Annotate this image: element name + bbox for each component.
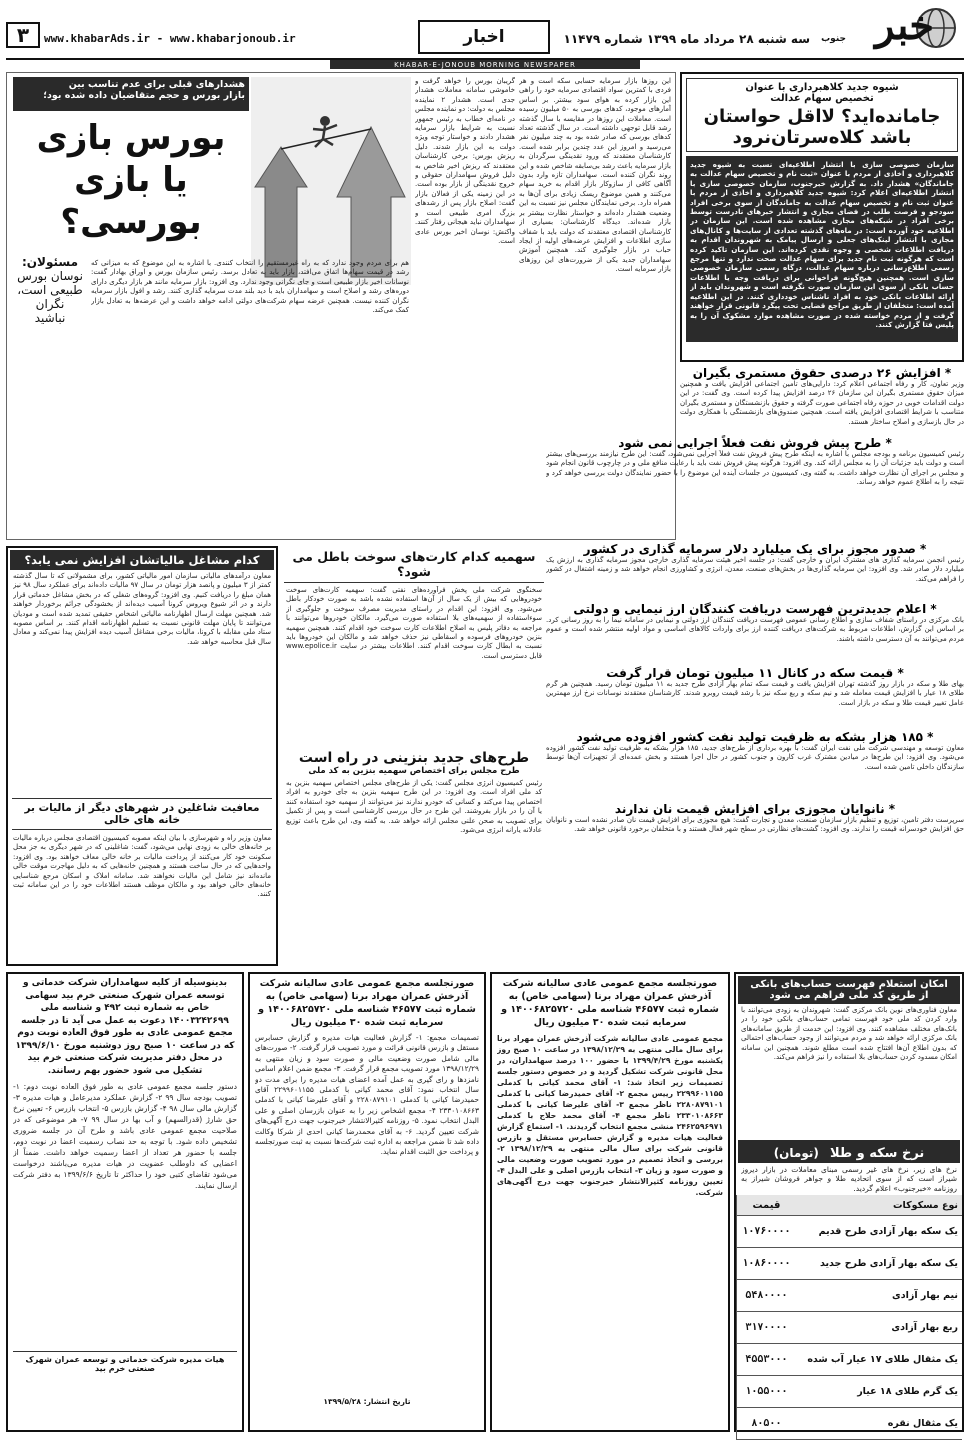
bank-title-1: امکان استعلام فهرست حساب‌های بانکی [750,979,948,990]
fuel-title-2: طرح‌های جدید بنزینی در راه است [298,750,530,766]
table-row [737,1280,963,1312]
col-price: قیمت [737,1195,796,1216]
news-title-6: * ۱۸۵ هزار بشکه به ظرفیت تولید نفت کشور افزوده می‌شود [576,730,934,744]
price-note: نرخ های زیر، نرخ های غیر رسمی مبنای معاملات در بازار دیروز شیراز است که از سوی اتحادیه طلا و جواهر فروشان شیراز به روزنامه «خبرجنوب» اعلام گردید. [741,1165,957,1193]
news-item-4 [546,602,964,664]
news-title-5: * قیمت سکه در کانال ۱۱ میلیون تومان قرار گرفت [606,666,904,680]
tax-body: معاون درآمدهای مالیاتی سازمان امور مالیاتی کشور، برای مشمولانی که تا سال گذشته کمتر از ۳ میلیون و پانصد هزار تومان در سال ۹۷ مالیات داده‌اند برای عملکرد سال ۹۸ نیز همان مبلغ را دریافت کنیم. وی افزود: گروه‌های شغلی که در بخش مشاغل خدماتی قرار دارند و در اثر شیوع ویروس کرونا آسیب دیده‌اند از بخشودگی جرائم برخوردار خواهند شد. همچنین مهلت ارسال اظهارنامه مالیاتی اشخاص حقیقی تمدید شده است و مودیان می‌توانند تا پایان مهلت قانونی نسبت به تسلیم اظهارنامه اقدام کنند. بر اساس مصوبه ستاد ملی مقابله با کرونا، مالیات برخی مشاغل آسیب دیده افزایش پیدا نمی‌کند و معادل سال قبل محاسبه خواهد شد. [13,572,271,646]
news-block [476,366,964,966]
news-item-2 [546,436,964,546]
news-body-6: معاون توسعه و مهندسی شرکت ملی نفت ایران گفت: با بهره برداری از طرح‌های جدید، ۱۸۵ هزار بشکه به ظرفیت تولید نفت کشور افزوده می‌شود. وی افزود: این طرح‌ها در میادین مشترک غرب کارون و جنوب کشور در حال اجرا هستند و بخش عمده‌ای از تجهیزات آن‌ها توسط سازندگان داخلی تامین شده است. [546,744,964,771]
logo-text: خبر [875,2,934,49]
bourse-illustration [251,77,411,285]
news-item-7 [546,802,964,864]
coin-name: نیم بهار آزادی [796,1280,962,1312]
logo-sub: جنوب [821,34,846,44]
websites: www.khabarAds.ir - www.khabarjonoub.ir [44,32,296,45]
coin-price: ۱۰۵۵۰۰۰ [737,1376,796,1408]
ad-3-footer: هیات مدیره شرکت خدماتی و توسعه عمران شهرک صنعتی خرم بید [13,1351,237,1373]
news-item-5 [546,666,964,728]
price-title: نرخ سکه و طلا [829,1146,925,1161]
coin-name: یک سکه بهار آزادی طرح قدیم [796,1216,962,1248]
table-row [737,1248,963,1280]
news-body-1: وزیر تعاون، کار و رفاه اجتماعی اعلام کرد: دارایی‌های تامین اجتماعی افزایش یافت و همچنین میزان حقوق مستمری بگیران این سازمان ۲۶ درصد افزایش پیدا کرده است. وی گفت: در این دولت اقدامات خوبی در حوزه رفاه اجتماعی صورت گرفته و حقوق بازنشستگان و مستمری بگیران متناسب با شرایط اقتصادی افزایش یافته است. همچنین صندوق‌های بازنشستگی با همکاری دولت در حال بازسازی و اصلاح ساختار هستند. [680,380,964,426]
coin-price: ۴۵۵۳۰۰۰ [737,1344,796,1376]
tagline: KHABAR-E-JONOUB MORNING NEWSPAPER [394,60,576,69]
officials-line-3: طبیعی است، [17,283,83,297]
tax-title: کدام مشاغل مالیاتشان افزایش نمی یابد؟ [10,550,274,570]
bourse-officials-quote [13,255,87,325]
news-item-6 [546,730,964,802]
price-table [736,1195,962,1440]
coin-name: یک مثقال طلای ۱۷ عیار آب شده [796,1344,962,1376]
fuel-body-2: رئیس کمیسیون انرژی مجلس گفت: یکی از طرح‌های مجلس اختصاص سهمیه بنزین به کد ملی افراد است. وی افزود: در این طرح سهمیه بنزین به جای خودرو به افراد اختصاص پیدا می‌کند و کسانی که خودرو ندارند نیز می‌توانند از سهمیه خود استفاده کنند یا آن را در بازار بفروشند. این طرح در حال بررسی کارشناسی است و پس از تکمیل برای تصویب به صحن علنی مجلس ارائه خواهد شد. به گفته وی، این طرح باعث توزیع عادلانه یارانه انرژی می‌شود. [286,779,542,835]
news-item-3 [546,542,964,604]
coin-price: ۳۱۷۰۰۰۰ [737,1312,796,1344]
bourse-col-3: هم برای مردم وجود ندارد که به راه غیرمستقیم را انتخاب کنندی. با اشاره به این موضوع که به میزانی که رشد در قیمت سهام‌ها اتفاق می‌افتد، بازار باید به تعادل برسد. رئیس سازمان بورس و اوراق بهادار گفت: نوسانات اخیر بازار طبیعی است و جای نگرانی وجود ندارد. وی افزود: بازار سرمایه مانند هر بازار دیگری دارای دوره‌های رشد و اصلاح است و سهامداران باید با دید بلند مدت سرمایه گذاری کنند. رشد و افول بازار سرمایه نگران کننده نیست. همچنین عرضه سهام شرکت‌های دولتی ادامه خواهد داشت و این عرضه‌ها به تعادل بازار کمک می‌کند. [91,259,409,315]
table-row [737,1312,963,1344]
bank-accounts-article [734,972,964,1432]
news-item-1 [680,366,964,428]
news-title-1: * افزایش ۲۶ درصدی حقوق مستمری بگیران [692,366,952,380]
ad-minutes-2 [248,972,486,1432]
bank-body: معاون فناوری‌های نوین بانک مرکزی گفت: شهروندان به زودی می‌توانند با وارد کردن کد ملی خود فهرست تمامی حساب‌های بانکی خود را در بانک‌های مختلف مشاهده کنند. وی افزود: این خدمت از طریق سامانه‌های بانک مرکزی ارائه خواهد شد و مردم می‌توانند از وجود حساب‌های احتمالی که بدون اطلاع آن‌ها افتتاح شده است مطلع شوند. همچنین این سامانه امکان مسدود کردن حساب‌های بلا استفاده را نیز فراهم می‌کند. [741,1006,957,1062]
masthead-logo [814,2,964,56]
bourse-kicker-2: بازار بورس و حجم متقاضیان داده شده بود؛ [43,90,245,101]
news-title-7: * نانوایان مجوزی برای افزایش قیمت نان ندارند [614,802,896,816]
justice-lead-box [686,156,958,342]
news-body-5: بهای طلا و سکه در بازار روز گذشته تهران افزایش یافت و قیمت سکه تمام بهار آزادی طرح جدید به ۱۱ میلیون تومان رسید. همچنین هر گرم طلای ۱۸ عیار با افزایش قیمت معامله شد و نیم سکه و ربع سکه نیز با رشد قیمت روبرو شدند. کارشناسان معتقدند نوسانات نرخ ارز مهمترین عامل تغییر قیمت طلا و سکه در بازار است. [546,680,964,707]
bourse-headline [13,117,249,243]
ad-minutes-1 [490,972,730,1432]
news-body-3: رئیس انجمن سرمایه گذاری های مشترک ایران و خارجی گفت: در جلسه اخیر هیئت سرمایه گذاری خارجی مجوز سرمایه گذاری به ارزش یک میلیارد دلار صادر شد. وی افزود: این سرمایه گذاری‌ها در بخش‌های صنعت، معدن، انرژی و کشاورزی انجام خواهد شد و زمینه اشتغال در کشور را فراهم می‌کند. [546,556,964,583]
coin-name: یک گرم طلای ۱۸ عیار [796,1376,962,1408]
officials-line-4: نگران [35,297,65,311]
news-title-2: * طرح پیش فروش نفت فعلاً اجرایی نمی شود [618,436,892,450]
price-currency: (تومان) [773,1146,819,1160]
news-body-7: سرپرست دفتر تامین، توزیع و تنظیم بازار سازمان صنعت، معدن و تجارت گفت: هیچ مجوزی برای افزایش قیمت نان صادر نشده است و نانوایان حق افزایش خودسرانه قیمت را ندارند. وی افزود: گشت‌های نظارتی در سطح شهر فعال هستند و با متخلفان برخورد قانونی خواهد شد. [546,816,964,834]
coin-price: ۱۰۸۶۰۰۰۰ [737,1248,796,1280]
news-title-4: * اعلام جدیدترین فهرست دریافت کنندگان ارز نیمایی و دولتی [573,602,937,616]
bourse-kicker-1: هشدارهای قبلی برای عدم تناسب بین [68,79,245,90]
bourse-kicker-box [13,77,249,111]
ad-2-body: تصمیمات مجمع: ۱- گزارش فعالیت هیات مدیره و گزارش حسابرس مستقل و بازرس قانونی قرائت و مورد تصویب قرار گرفت. ۲- صورت‌های مالی شامل صورت وضعیت مالی و صورت سود و زیان منتهی به ۱۳۹۸/۱۲/۲۹ مورد تصویب مجمع قرار گرفت. ۳- مجمع ضمن اعلام اسامی نامزدها و رای گیری به عمل آمده اعضای هیات مدیره را برای مدت دو سال انتخاب نمود: آقای محمد کیانی با کدملی ۲۲۹۹۶۰۱۱۵۵ آقای حمیدرضا کیانی با کدملی ۲۲۸۰۸۷۹۱۰۱ و آقای علیرضا کیانی با کدملی ۲۳۳۰۱۰۸۶۶۳ ۴- مجمع اشخاص زیر را به عنوان بازرسان اصلی و علی البدل انتخاب نمود. ۵- روزنامه کثیرالانتشار خبرجنوب جهت درج آگهی‌های شرکت تعیین گردید. ۶- به آقای محمدرضا کیانی احدی از شرکا وکالت داده شد تا ضمن مراجعه به اداره ثبت شرکت‌ها نسبت به ثبت صورتجلسه و پرداخت حق الثبت اقدام نماید. [255,1033,479,1157]
fuel-body: سخنگوی شرکت ملی پخش فرآورده‌های نفتی گفت: سهمیه کارت‌های سوخت خودروهایی که بیش از یک سال از آن‌ها استفاده نشده باشد به صورت خودکار باطل می‌شود. وی افزود: این اقدام در راستای مدیریت مصرف سوخت و جلوگیری از سوءاستفاده از سهمیه‌های بلا استفاده صورت می‌گیرد. مالکان خودروها می‌توانند با مراجعه به دفاتر پلیس به اصلاح اطلاعات کارت سوخت خود اقدام کنند. همچنین سهمیه بنزین خودروهای فرسوده و اسقاطی نیز حذف خواهد شد و مالکان این خودروها باید نسبت به ابطال کارت سوخت اقدام کنند. اطلاعات بیشتر در سایت www.epolice.ir قابل دسترسی است. [286,586,542,660]
bourse-headline-3: بورسی؟ [60,202,202,242]
price-header [738,1140,960,1163]
coin-price: ۵۴۸۰۰۰۰ [737,1280,796,1312]
coin-name: ربع بهار آزادی [796,1312,962,1344]
ad-1-body: مجمع عمومی عادی سالیانه شرکت آذرخش عمران مهراد برنا برای سال مالی منتهی به ۱۳۹۸/۱۲/۲۹ در ساعت ۱۰ صبح روز یکشنبه مورخ ۱۳۹۹/۴/۲۹ با حضور ۱۰۰ درصد سهامداران، در محل قانونی شرکت تشکیل گردید و در خصوص دستور جلسه تصمیمات زیر اتخاذ شد: ۱- آقای محمد کیانی با کدملی ۲۲۹۹۶۰۱۱۵۵ رییس مجمع ۲- آقای حمیدرضا کیانی با کدملی ۲۲۸۰۸۷۹۱۰۱ ناظر مجمع ۳- آقای علیرضا کیانی با کدملی ۲۳۳۰۱۰۸۶۶۳ ناظر مجمع ۴- آقای محمد حلاج با کدملی ۲۴۶۲۵۹۶۹۷۱ منشی مجمع انتخاب گردیدند. ۱- استماع گزارش فعالیت هیات مدیره و گزارش حسابرس مستقل و بازرس قانونی شرکت برای سال مالی منتهی به ۱۳۹۸/۱۲/۲۹ ۲- بررسی و اتخاذ تصمیم در مورد تصویب صورت وضعیت مالی و صورت سود و زیان ۳- انتخاب بازرس اصلی و علی البدل ۴- تعیین روزنامه کثیرالانتشار خبرجنوب جهت درج آگهی‌های شرکت. [497,1034,723,1197]
coin-price: ۸۰۵۰۰ [737,1408,796,1440]
tax-article [6,546,278,966]
table-row [737,1344,963,1376]
officials-line-1: مسئولان: [21,255,79,269]
date-line: سه شنبه ۲۸ مرداد ماه ۱۳۹۹ شماره ۱۱۴۷۹ [563,32,810,46]
ad-3-body: دستور جلسه مجمع عمومی عادی به طور فوق العاده نوبت دوم: ۱- تصویب بودجه سال ۹۹ ۲- گزارش عملکرد مدیرعامل و هیات مدیره ۳- گزارش مالی سال ۹۸ ۴- گزارش بازرس ۵- انتخاب بازرس ۶- تعیین نرخ حق شارژ (قدرالسهم) و آب بها در سال ۹۹ ۷- هر موضوعی که در صلاحیت مجمع عمومی عادی باشد و طرح آن در جلسه ضروری تشخیص داده شود. با توجه به حد نصاب رسمیت اعضا در نوبت دوم، جلسه با حضور هر تعداد از اعضا رسمیت خواهد داشت. ضمناً از اعضایی که داوطلب عضویت در هیات مدیره می‌باشند درخواست می‌شود تقاضای کتبی خود را حداکثر تا تاریخ ۱۳۹۹/۶/۶ به دفتر شرکت ارسال نمایند. [13,1082,237,1190]
fuel-title: سهمیه کدام کارت‌های سوخت باطل می شود؟ [284,546,544,583]
news-body-2: رئیس کمیسیون برنامه و بودجه مجلس با اشاره به اینکه طرح پیش فروش نفت فعلاً اجرایی نمی‌شود، گفت: این طرح نیازمند بررسی‌های بیشتر است و دولت باید جزئیات آن را به مجلس ارائه کند. وی افزود: هرگونه پیش فروش نفت باید با رعایت منافع ملی و در چارچوب قانون انجام شود و مجلس بر اجرای آن نظارت خواهد داشت. به گفته وی، کمیسیون در جلسات آینده این موضوع را با حضور نمایندگان دولت بررسی خواهد کرد و نتیجه را به اطلاع عموم خواهد رساند. [546,450,964,487]
price-table-header [737,1195,963,1216]
fuel-article [284,546,544,966]
ad-2-title: صورتجلسه مجمع عمومی عادی سالیانه شرکت آذرخش عمران مهراد برنا (سهامی خاص) به شماره ثبت ۴۶۵۷۷ شناسه ملی ۱۴۰۰۶۸۲۵۷۲۰ و سرمایه ثبت شده ۳۰ میلیون ریال [258,978,476,1028]
justice-headline-1: جامانده‌اید؟ لااقل حواستان [703,106,941,127]
section-title-box [418,20,550,54]
bourse-col-2: گریبان بورس را خواهد گرفت و خاموشی سامانه معاملات هشدار جدی است. هشدار ۲ نماینده مجلس به دولت: دو نماینده مجلس در نامه‌ای خطاب به رئیس جمهور نسبت به شرایط بازار سرمایه هشدار دادند و خواستار توجه ویژه دولت به این بازار شدند. دلیل ریزش بورس: برخی کارشناسان معتقدند که ریزش اخیر شاخص به دلیل فروش سهامداران حقوقی و خروج نقدینگی از بازار بوده است. در این زمینه یکی از فعالان بازار گفت: اصلاح بازار پس از رشدهای بزرگ امری طبیعی است و سهامداران نباید هیجانی رفتار کنند. واکنش: نوسان اخیر بورس عادی است. [415,77,515,245]
bourse-col-1: این روزها بازار سرمایه حسابی سکه است و هر فردی با کمترین سواد اقتصادی سرمایه خود را راهی این بازار کرده به هوای سود بیشتر. بر اساس آمارهای موجود، کدهای بورسی به ۵۰ میلیون رسیده است. معاملات این روزها در مقایسه با سال گذشته رشد قابل توجهی داشته است. در سال گذشته تعداد کدهای بورسی که صادر شده بود به چند میلیون نفر می‌رسید و امروز این عدد چندین برابر شده است. کارشناسان معتقدند که ورود نقدینگی سرگردان به بازار سرمایه باعث رشد بی‌سابقه شاخص شده و این روند نگران کننده است. سهامداران تازه وارد بدون آگاهی کافی از سازوکار بازار اقدام به خرید سهام می‌کنند و همین موضوع ریسک زیادی برای آن‌ها به همراه دارد. برخی نمایندگان مجلس نیز نسبت به این وضعیت هشدار داده‌اند و خواستار نظارت بیشتر بر بازار شده‌اند. دیدگاه کارشناسان: بسیاری از کارشناسان اقتصادی معتقدند که دولت باید با شفاف سازی اطلاعات و افزایش عرضه‌های اولیه از ایجاد حباب در بازار جلوگیری کند. همچنین آموزش سهامداران جدید یکی از ضرورت‌های این روزهای بازار سرمایه است. [519,77,671,274]
bourse-headline-1: بورس بازی [36,118,226,158]
coin-name: یک مثقال نقره [796,1408,962,1440]
tax-body-2: معاون وزیر راه و شهرسازی با بیان اینکه مصوبه کمیسیون اقتصادی مجلس درباره مالیات بر خانه‌های خالی به زودی نهایی می‌شود، گفت: شاغلینی که در شهر دیگری به جز محل سکونت خود کار می‌کنند از پرداخت مالیات بر خانه خالی معاف خواهند بود. وی افزود: واحدهایی که در حال ساخت هستند و همچنین خانه‌هایی که به دلیل مهاجرت موقت خالی مانده‌اند نیز شامل این مالیات نخواهند شد. سامانه املاک و اسکان مرجع شناسایی خانه‌های خالی خواهد بود و مالکان موظف هستند اطلاعات خود را در این سامانه ثبت کنند. [13,834,271,899]
justice-headline-box [686,78,958,152]
page-number-box [6,22,40,48]
justice-kicker-2: تخصیص سهام عدالت [770,93,874,104]
col-type: نوع مسکوکات [796,1195,962,1216]
table-row [737,1216,963,1248]
ad-1-title: صورتجلسه مجمع عمومی عادی سالیانه شرکت آذرخش عمران مهراد برنا (سهامی خاص) به شماره ثبت ۴۶۵۷۷ شناسه ملی ۱۴۰۰۶۸۲۵۷۲۰ و سرمایه ثبت شده ۳۰ میلیون ریال [501,978,719,1028]
officials-line-5: نباشید [34,311,66,325]
justice-headline-2: باشد کلاه‌سرتان‌نرود [732,127,912,148]
table-row [737,1408,963,1440]
officials-line-2: نوسان بورس [17,269,83,283]
ad-3-title: بدینوسیله از کلیه سهامداران شرکت خدماتی و توسعه عمران شهرک صنعتی خرم بید سهامی خاص به شماره ثبت ۴۹۲ و شناسه ملی ۱۴۰۰۳۲۴۲۶۹۹ دعوت به عمل می آید تا در جلسه مجمع عمومی عادی به طور فوق العاده نوبت دوم که در ساعت ۱۰ صبح روز دوشنبه مورخ ۱۳۹۹/۶/۱۰ در محل دفتر مدیریت شرکت صنعتی خرم بید تشکیل می شود حضور بهم رسانند. [15,978,235,1076]
ad-2-footer: تاریخ انتشار: ۱۳۹۹/۵/۲۸ [323,1397,411,1406]
coin-price: ۱۰۷۶۰۰۰۰ [737,1216,796,1248]
justice-lead: سازمان خصوصی سازی با انتشار اطلاعیه‌ای نسبت به شیوه جدید کلاهبرداری و اخاذی از مردم با عنوان «ثبت نام و تخصیص سهام عدالت به جاماندگان» هشدار داد. به گزارش خبرجنوب، سازمان خصوصی سازی با انتشار اطلاعیه‌ای اعلام کرد: شیوه جدید کلاهبرداری و اخاذی از مردم با عنوان ثبت نام و تخصیص سهام عدالت به جاماندگان از سوی برخی افراد سودجو و فرصت طلب در فضای مجازی و انتشار خبرهای نادرست توسط برخی افراد در شبکه‌های مجازی مشاهده شده است. این سازمان در اطلاعیه خود آورده است: در ماه‌های گذشته تعدادی از سایت‌ها و کانال‌های مجازی با انتشار لینک‌های جعلی و ارسال پیامک به شهروندان اقدام به دریافت اطلاعات شخصی و وجوه نقدی کرده‌اند. این سازمان تاکید کرده است که هرگونه ثبت نام جدید برای سهام عدالت صحت ندارد و تنها مرجع رسمی اطلاع‌رسانی درباره سهام عدالت، درگاه رسمی سازمان خصوصی سازی است. همچنین هیچ‌گونه فراخوانی برای دریافت وجه یا اطلاعات حساب بانکی از سوی این سازمان صورت نگرفته است و شهروندان باید از ارائه اطلاعات بانکی خود به افراد ناشناس خودداری کنند. در این اطلاعیه آمده است: متخلفان از طریق مراجع قضایی تحت پیگرد قانونی قرار خواهند گرفت و از مردم خواسته شده در صورت مشاهده موارد مشکوک آن را به پلیس فتا گزارش کنند. [690,160,954,329]
news-body-4: بانک مرکزی در راستای شفاف سازی و اطلاع رسانی عمومی فهرست دریافت کنندگان ارز دولتی و نیمایی در سامانه نیما را به روز رسانی کرد. بر اساس این گزارش، اطلاعات مربوط به شرکت‌های دریافت کننده ارز برای واردات کالاهای اساسی و مواد اولیه منتشر شده است و عموم مردم می‌توانند به آن دسترسی داشته باشند. [546,616,964,643]
page-number: ۳ [16,23,30,47]
justice-kicker-1: شیوه جدید کلاهبرداری با عنوان [745,82,899,93]
coin-name: یک سکه بهار آزادی طرح جدید [796,1248,962,1280]
bank-title-box [738,976,960,1004]
bourse-headline-2: یا بازی [74,160,188,200]
bank-title-2: از طریق کد ملی فراهم می شود [769,990,929,1001]
arrow-chart-illustration [251,77,411,285]
section-title: اخبار [463,27,505,47]
news-title-3: * صدور مجوز برای یک میلیارد دلار سرمایه گذاری در کشور [583,542,927,556]
justice-shares-article [680,72,964,362]
tax-title-2: معافیت شاغلین در شهرهای دیگر از مالیات بر خانه های خالی [12,798,272,830]
tagline-bar [330,60,640,69]
fuel-subtitle-2: طرح مجلس برای اختصاص سهمیه بنزین به کد ملی [308,766,520,776]
table-row [737,1376,963,1408]
ad-invitation [6,972,244,1432]
